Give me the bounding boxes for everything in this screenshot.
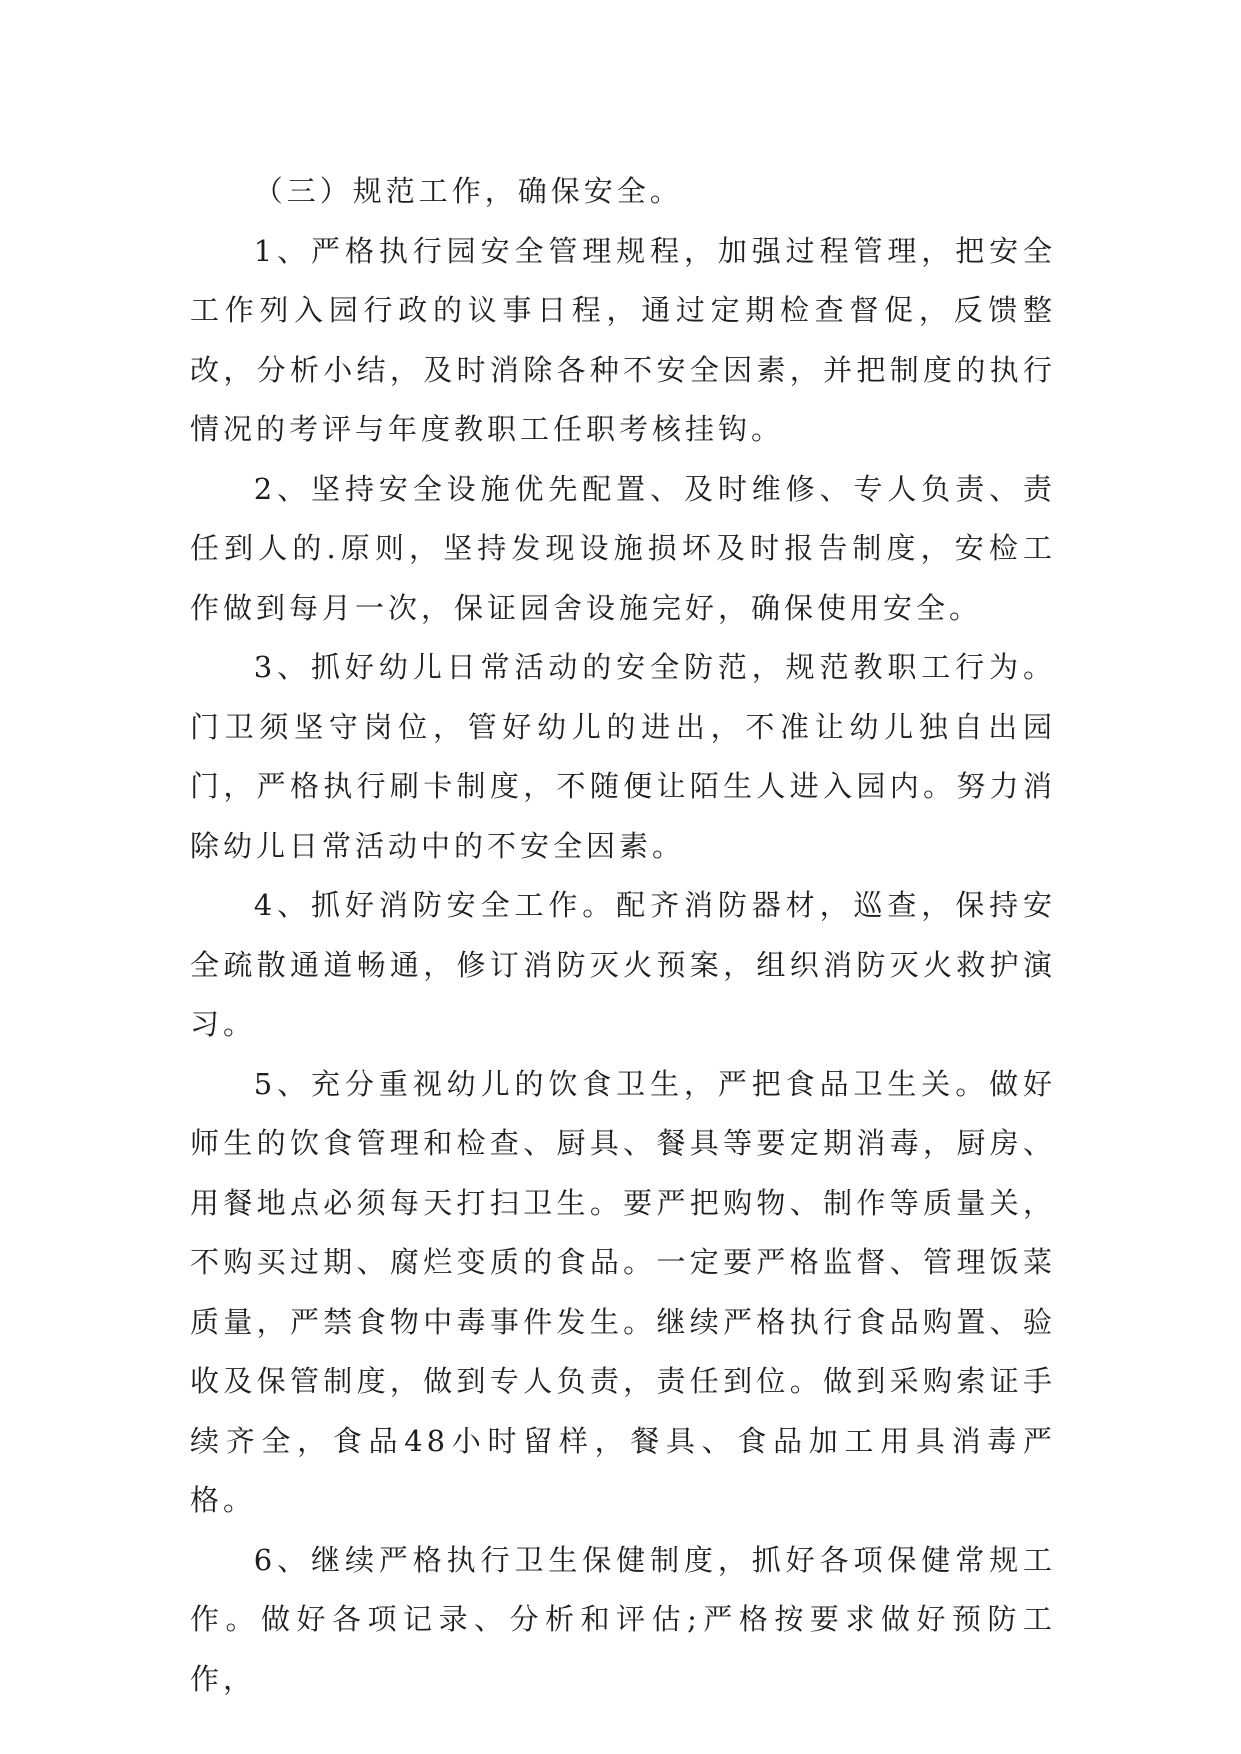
paragraph-2: 2、坚持安全设施优先配置、及时维修、专人负责、责任到人的.原则，坚持发现设施损坏及时报告制度，安检工作做到每月一次，保证园舍设施完好，确保使用安全。 (190, 471, 1056, 625)
section-heading: （三）规范工作，确保安全。 (253, 174, 683, 208)
paragraph-1: 1、严格执行园安全管理规程，加强过程管理，把安全工作列入园行政的议事日程，通过定期检查督促，反馈整改，分析小结，及时消除各种不安全因素，并把制度的执行情况的考评与年度教职工任职考核挂钩。 (190, 233, 1056, 446)
paragraph-5: 5、充分重视幼儿的饮食卫生，严把食品卫生关。做好师生的饮食管理和检查、厨具、餐具等要定期消毒，厨房、用餐地点必须每天打扫卫生。要严把购物、制作等质量关，不购买过期、腐烂变质的食品。一定要严格监督、管理饭菜质量，严禁食物中毒事件发生。继续严格执行食品购置、验收及保管制度，做到专人负责，责任到位。做到采购索证手续齐全，食品48小时留样，餐具、食品加工用具消毒严格。 (190, 1066, 1056, 1517)
paragraph-4: 4、抓好消防安全工作。配齐消防器材，巡查，保持安全疏散通道畅通，修订消防灭火预案，组织消防灭火救护演习。 (190, 888, 1056, 1041)
document-body (190, 162, 1056, 1709)
paragraph-3: 3、抓好幼儿日常活动的安全防范，规范教职工行为。门卫须坚守岗位，管好幼儿的进出，不准让幼儿独自出园门，严格执行刷卡制度，不随便让陌生人进入园内。努力消除幼儿日常活动中的不安全因素。 (190, 650, 1056, 863)
paragraph-6: 6、继续严格执行卫生保健制度，抓好各项保健常规工作。做好各项记录、分析和评估;严格按要求做好预防工作， (190, 1542, 1056, 1696)
